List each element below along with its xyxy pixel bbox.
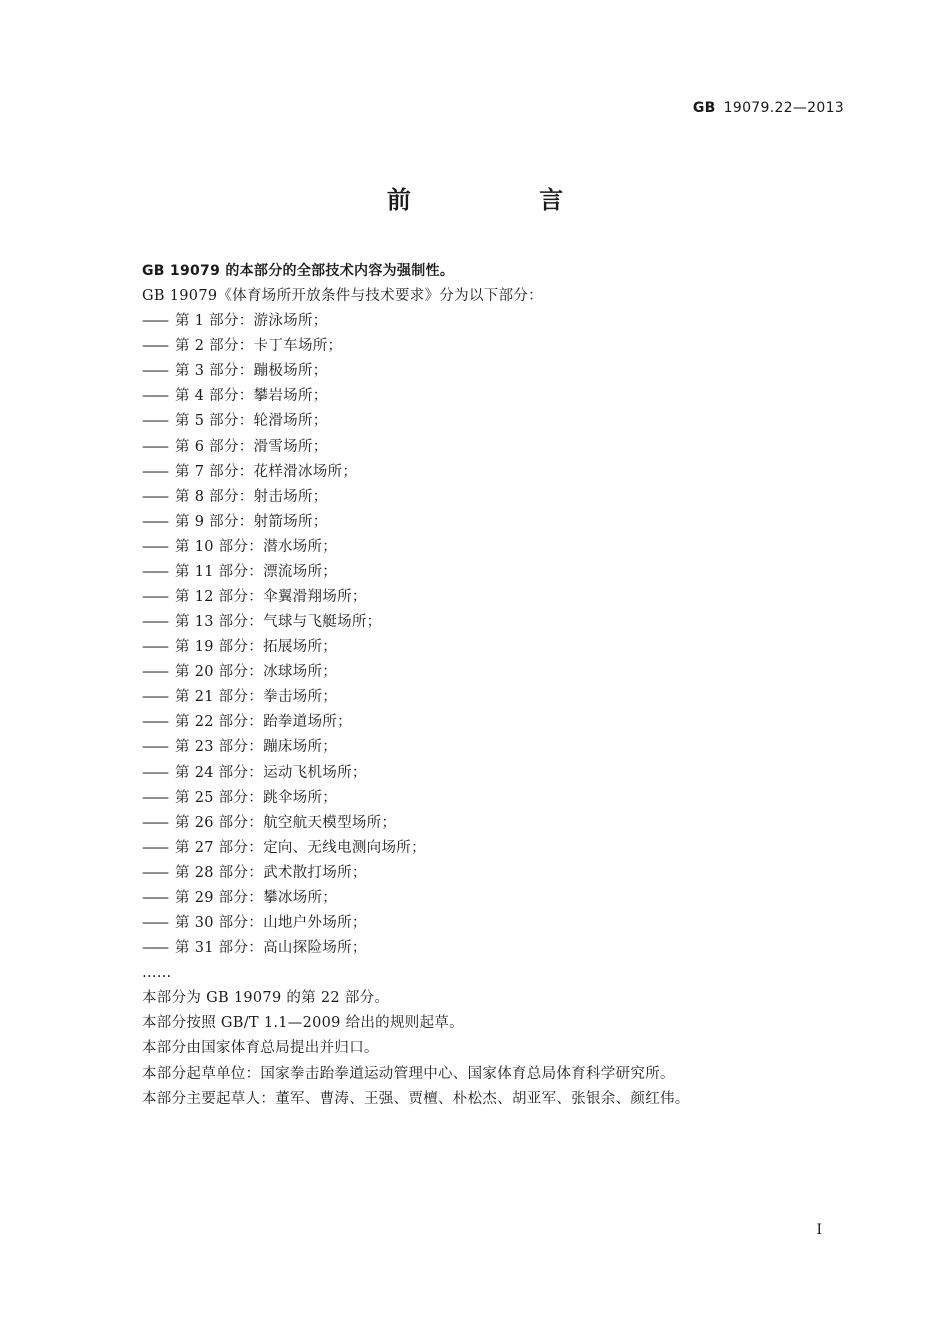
list-dash: —— [142,889,167,906]
list-item-text: 第 9 部分：射箭场所； [175,513,328,530]
list-dash: —— [142,940,167,957]
standard-prefix: GB [692,100,716,116]
list-item-text: 第 27 部分：定向、无线电测向场所； [175,839,426,856]
list-item [142,359,842,384]
list-dash: —— [142,839,167,856]
parts-list [142,309,842,961]
list-dash: —— [142,664,167,681]
list-dash: —— [142,739,167,756]
list-item-text: 第 13 部分：气球与飞艇场所； [175,614,382,631]
list-dash: —— [142,789,167,806]
list-item [142,334,842,359]
list-item-text: 第 23 部分：蹦床场所； [175,739,338,756]
closing-paragraphs [142,986,842,1111]
parts-intro: GB 19079《体育场所开放条件与技术要求》分为以下部分： [142,288,543,305]
list-dash: —— [142,915,167,932]
list-item-text: 第 20 部分：冰球场所； [175,664,338,681]
page-number: I [816,1222,822,1238]
list-dash: —— [142,563,167,580]
list-dash: —— [142,814,167,831]
list-dash: —— [142,313,167,330]
page-title: 前 言 [386,186,624,214]
list-item-text: 第 7 部分：花样滑冰场所； [175,463,358,480]
list-item [142,836,842,861]
list-dash: —— [142,589,167,606]
list-item [142,560,842,585]
list-item-text: 第 3 部分：蹦极场所； [175,363,328,380]
list-item-text: 第 24 部分：运动飞机场所； [175,764,367,781]
list-item-text: 第 28 部分：武术散打场所； [175,864,367,881]
list-item [142,435,842,460]
list-dash: —— [142,714,167,731]
list-item [142,786,842,811]
list-item [142,510,842,535]
list-dash: —— [142,614,167,631]
mandatory-statement: GB 19079 的本部分的全部技术内容为强制性。 [142,263,455,279]
list-dash: —— [142,764,167,781]
list-item [142,761,842,786]
list-dash: —— [142,438,167,455]
list-item [142,735,842,760]
list-item [142,384,842,409]
list-item [142,710,842,735]
list-item [142,861,842,886]
list-item-text: 第 5 部分：轮滑场所； [175,413,328,430]
closing-paragraph: 本部分为 GB 19079 的第 22 部分。 [142,990,390,1007]
standard-code: 19079.22—2013 [723,100,844,116]
list-item-text: 第 25 部分：跳伞场所； [175,789,338,806]
list-item-text: 第 2 部分：卡丁车场所； [175,338,343,355]
list-item-text: 第 26 部分：航空航天模型场所； [175,814,397,831]
list-dash: —— [142,538,167,555]
list-item [142,635,842,660]
list-item [142,535,842,560]
list-item-text: 第 22 部分：跆拳道场所； [175,714,352,731]
list-item [142,309,842,334]
list-item [142,409,842,434]
list-item-text: 第 21 部分：拳击场所； [175,689,338,706]
list-item [142,886,842,911]
list-item-text: 第 29 部分：攀冰场所； [175,889,338,906]
list-dash: —— [142,338,167,355]
list-item [142,811,842,836]
list-dash: —— [142,363,167,380]
list-dash: —— [142,488,167,505]
list-item-text: 第 30 部分：山地户外场所； [175,915,367,932]
list-item [142,936,842,961]
list-dash: —— [142,463,167,480]
list-item-text: 第 11 部分：漂流场所； [175,563,338,580]
list-item [142,585,842,610]
list-item [142,460,842,485]
list-item-text: 第 31 部分：高山探险场所； [175,940,367,957]
list-item [142,660,842,685]
list-dash: —— [142,864,167,881]
list-item-text: 第 4 部分：攀岩场所； [175,388,328,405]
list-item-text: 第 6 部分：滑雪场所； [175,438,328,455]
list-item-text: 第 8 部分：射击场所； [175,488,328,505]
list-item [142,911,842,936]
ellipsis: …… [142,965,172,982]
list-item-text: 第 1 部分：游泳场所； [175,313,328,330]
list-item [142,685,842,710]
list-item [142,610,842,635]
closing-paragraph: 本部分由国家体育总局提出并归口。 [142,1040,379,1057]
foreword-body [142,259,842,1112]
list-dash: —— [142,388,167,405]
list-dash: —— [142,689,167,706]
list-item-text: 第 10 部分：潜水场所； [175,538,338,555]
standard-number [693,100,844,116]
list-item-text: 第 12 部分：伞翼滑翔场所； [175,589,367,606]
list-dash: —— [142,513,167,530]
list-item-text: 第 19 部分：拓展场所； [175,639,338,656]
list-dash: —— [142,413,167,430]
list-item [142,485,842,510]
closing-paragraph: 本部分主要起草人：董军、曹涛、王强、贾檀、朴松杰、胡亚军、张银余、颜红伟。 [142,1090,690,1107]
closing-paragraph: 本部分按照 GB/T 1.1—2009 给出的规则起草。 [142,1015,464,1032]
list-dash: —— [142,639,167,656]
closing-paragraph: 本部分起草单位：国家拳击跆拳道运动管理中心、国家体育总局体育科学研究所。 [142,1065,675,1082]
